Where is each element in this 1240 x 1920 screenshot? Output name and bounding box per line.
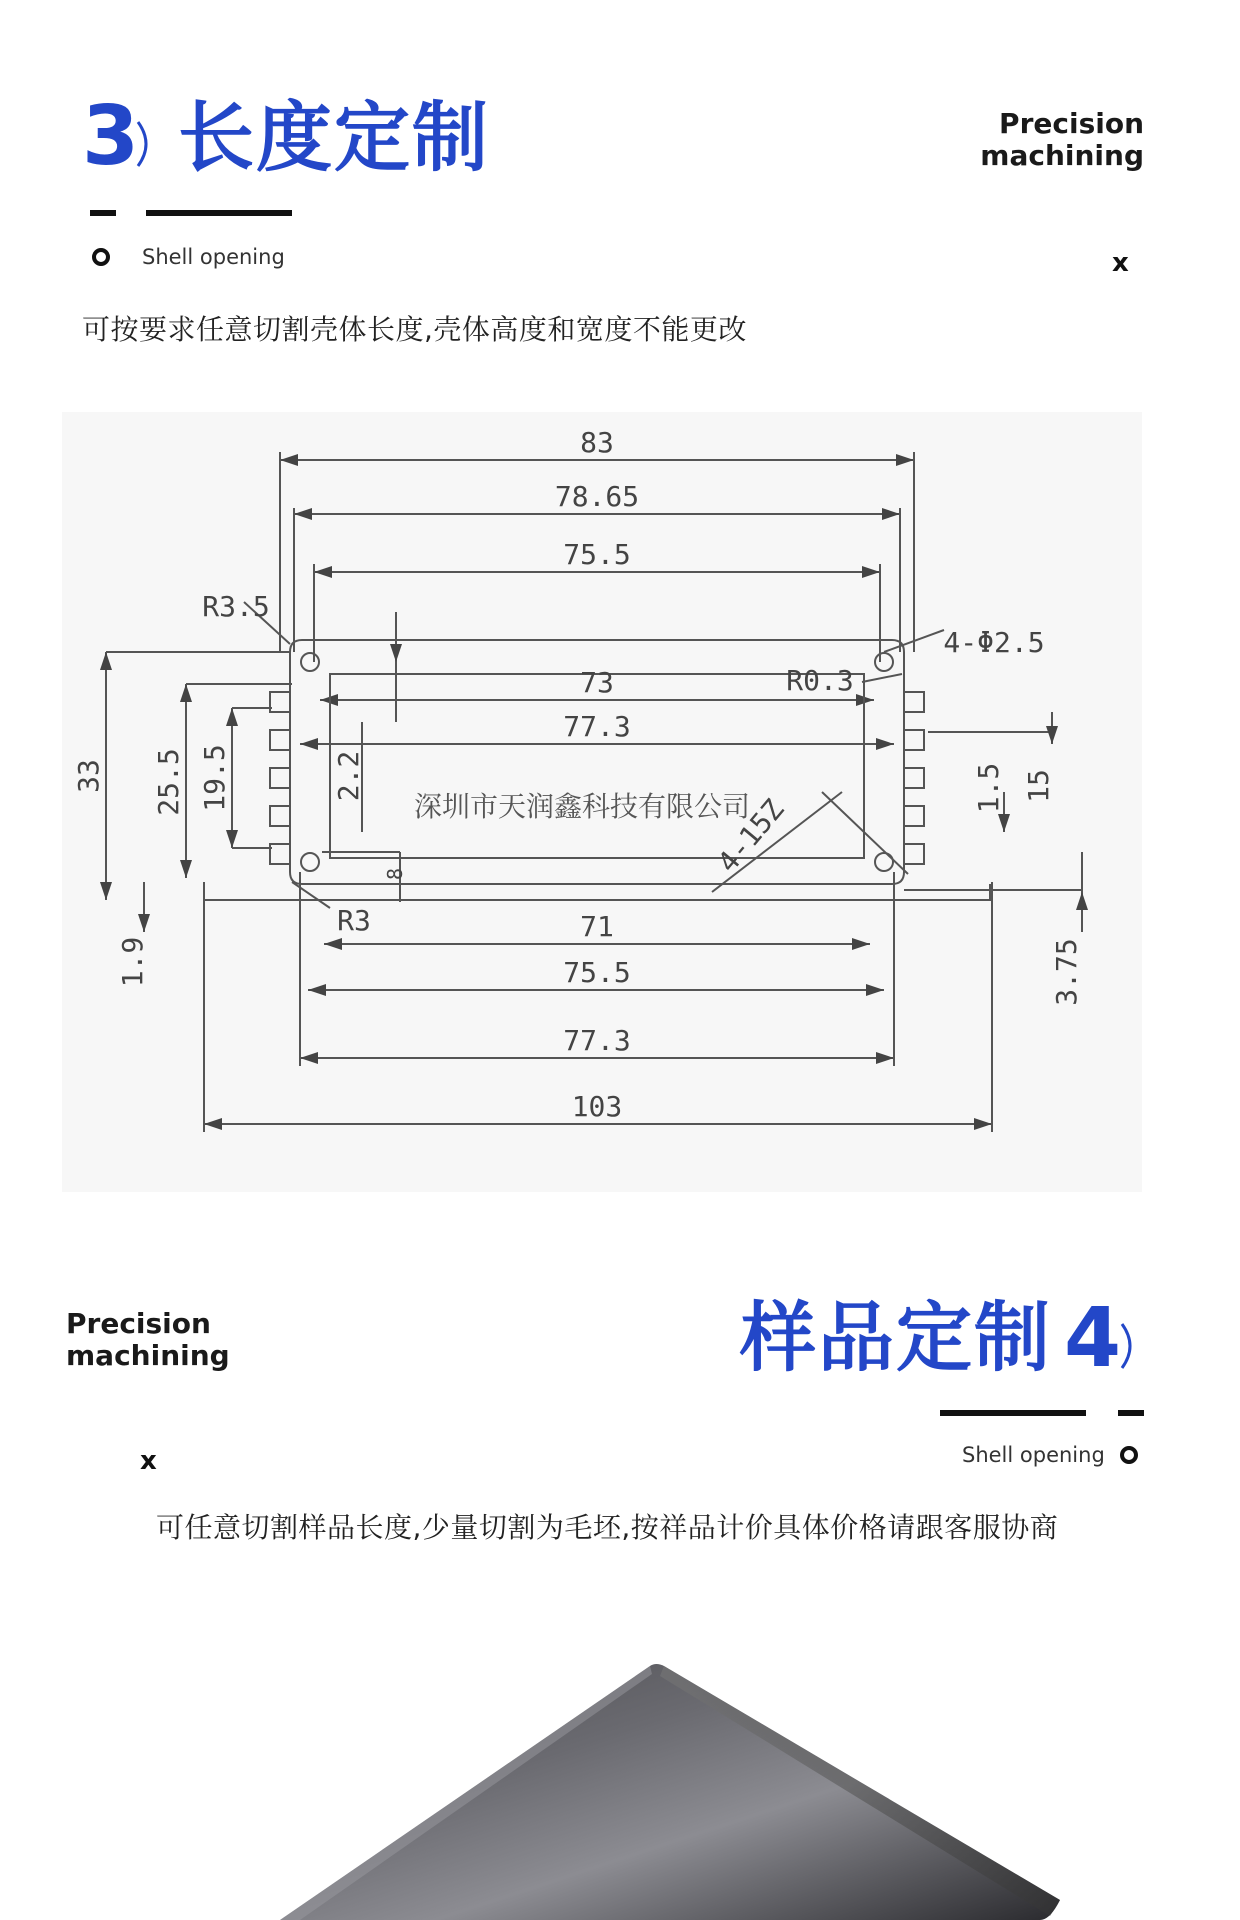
dim-73: 73 [580, 666, 614, 699]
section-3-paren-icon [134, 120, 156, 168]
drawing-svg [62, 412, 1142, 1192]
radius-r0-3: R0.3 [786, 664, 854, 697]
dim-75-5-top: 75.5 [563, 538, 631, 571]
dim-77-3-bottom: 77.3 [563, 1024, 631, 1057]
hole-4-phi-2-5: 4-Φ2.5 [943, 626, 1045, 659]
dim-1-9-left: 1.9 [116, 936, 149, 988]
dim-103: 103 [571, 1090, 623, 1123]
dim-71: 71 [580, 910, 614, 943]
section-4-paren-icon [1118, 1322, 1140, 1370]
shell-opening-label: Shell opening [962, 1443, 1105, 1467]
radius-r3: R3 [337, 904, 371, 937]
circle-bullet-icon [1120, 1446, 1138, 1464]
section-3-description: 可按要求任意切割壳体长度,壳体高度和宽度不能更改 [82, 313, 747, 346]
angle-4-15z: 4-15Z [710, 792, 791, 879]
dim-77-3-top: 77.3 [563, 710, 631, 743]
dim-25-5: 25.5 [152, 748, 185, 816]
long-divider-bar [146, 210, 292, 216]
radius-r3-5: R3.5 [202, 590, 270, 623]
subtitle-line-1: Precision [66, 1307, 211, 1340]
close-x-mark: x [1112, 248, 1129, 278]
shell-opening-label: Shell opening [142, 245, 285, 269]
dim-3-75: 3.75 [1050, 938, 1083, 1006]
product-photo [0, 1600, 1240, 1920]
close-x-mark: x [140, 1446, 157, 1476]
section-3-title: 长度定制 [178, 93, 490, 182]
dim-8: 8 [383, 867, 407, 881]
subtitle-line-2: machining [980, 139, 1144, 172]
dim-83: 83 [580, 426, 614, 459]
dim-2-2: 2.2 [332, 750, 365, 802]
dimension-labels [72, 426, 1083, 1123]
dim-15: 15 [1022, 769, 1055, 803]
dim-1-5: 1.5 [972, 762, 1005, 814]
subtitle-line-1: Precision [999, 107, 1144, 140]
section-4-subtitle-en [66, 1308, 230, 1372]
aluminum-case-image [0, 1600, 1240, 1920]
short-divider-bar [90, 210, 116, 216]
dim-75-5-bottom: 75.5 [563, 956, 631, 989]
company-watermark: 深圳市天润鑫科技有限公司 [413, 790, 751, 823]
technical-drawing [62, 412, 1142, 1192]
section-3-number: 3 [82, 89, 140, 184]
circle-bullet-icon [92, 248, 110, 266]
subtitle-line-2: machining [66, 1339, 230, 1372]
section-4-description: 可任意切割样品长度,少量切割为毛坯,按祥品计价具体价格请跟客服协商 [156, 1511, 1059, 1544]
dim-78-65: 78.65 [554, 480, 640, 513]
long-divider-bar [940, 1410, 1086, 1416]
dim-19-5: 19.5 [198, 744, 231, 812]
dim-33: 33 [72, 759, 105, 793]
section-4-title: 样品定制 [740, 1293, 1052, 1382]
section-4-number: 4 [1064, 1291, 1122, 1386]
short-divider-bar [1118, 1410, 1144, 1416]
section-3-subtitle-en [980, 108, 1144, 172]
